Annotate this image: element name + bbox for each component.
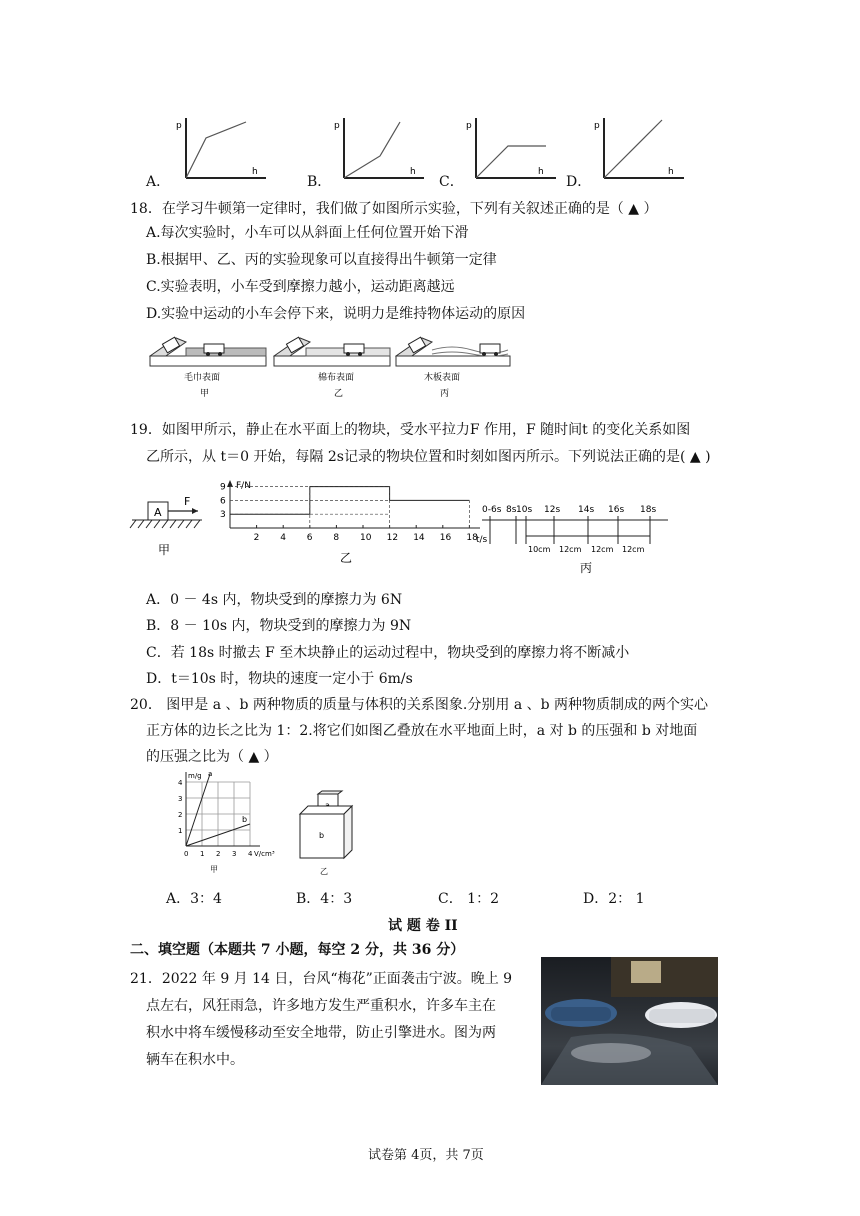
x-tick-label: 14 — [413, 533, 425, 543]
section-title: 试 题 卷 II — [388, 918, 458, 934]
svg-text:3: 3 — [178, 795, 183, 803]
svg-text:4: 4 — [178, 779, 183, 787]
svg-text:3: 3 — [232, 850, 237, 858]
ramp-wood-figure — [396, 337, 510, 399]
surface-label: 毛巾表面 — [184, 373, 221, 383]
figure-tag: 甲 — [210, 865, 218, 874]
ramp-towel-figure — [150, 337, 266, 399]
figure-tag: 甲 — [200, 389, 210, 399]
figure-tag: 乙 — [320, 867, 328, 876]
axis-h-label: h — [538, 167, 544, 177]
line-a — [186, 774, 210, 846]
time-label: 8s — [506, 505, 517, 515]
q21-line-2: 点左右，风狂雨急，许多地方发生严重积水，许多车主在 — [146, 998, 496, 1014]
q17-option-b-label: B． — [307, 174, 332, 190]
q21-line-1: 21．2022 年 9 月 14 日，台风“梅花”正面袭击宁波。晚上 9 — [130, 971, 513, 987]
q19-option-d: D．t＝10s 时，物块的速度一定小于 6m/s — [146, 671, 413, 687]
q20-stem-1: 20． 图甲是 a 、b 两种物质的质量与体积的关系图象.分别用 a 、b 两种物质制成的两个实心 — [130, 697, 709, 713]
y-tick-label: 6 — [220, 496, 226, 507]
figure-tag: 乙 — [340, 551, 353, 565]
y-tick-label: 9 — [220, 482, 226, 493]
q21-line-3: 积水中将车缓慢移动至安全地带，防止引擎进水。图为两 — [146, 1025, 496, 1041]
q19-fig-bing — [480, 498, 670, 578]
q17-option-c-label: C． — [439, 174, 464, 190]
q17-option-d-label: D． — [566, 174, 592, 190]
q19-option-c: C．若 18s 时撤去 F 至木块静止的运动过程中，物块受到的摩擦力将不断减小 — [146, 645, 630, 661]
q19-stem-2: 乙所示，从 t＝0 开始，每隔 2s记录的物块位置和时刻如图丙所示。下列说法正确的是( ▲ ) — [146, 449, 711, 465]
gap-label: 12cm — [559, 545, 582, 554]
flooded-cars-photo — [541, 957, 718, 1085]
svg-text:1: 1 — [200, 850, 205, 858]
axis-p-label: p — [594, 121, 600, 131]
q20-option-a: A．3：4 — [166, 891, 222, 907]
axis-h-label: h — [252, 167, 258, 177]
x-axis-label: t/s — [476, 535, 488, 545]
y-axis-label: m/g — [188, 772, 202, 780]
q19-fig-jia — [128, 490, 208, 562]
x-tick-label: 6 — [306, 533, 313, 543]
svg-text:2: 2 — [216, 850, 221, 858]
q20-stem-3: 的压强之比为（ ▲ ） — [146, 749, 278, 765]
x-tick-label: 4 — [280, 533, 286, 543]
q18-figures — [146, 330, 526, 402]
y-axis-label: F/N — [236, 481, 251, 491]
q17-option-a-label: A． — [146, 174, 171, 190]
ramp-cotton-figure — [274, 337, 390, 399]
block-label: A — [154, 506, 162, 519]
q19-stem-1: 19．如图甲所示，静止在水平面上的物块，受水平拉力F 作用，F 随时间t 的变化关系如图 — [130, 422, 691, 438]
page-footer: 试卷第 4页，共 7页 — [368, 1148, 484, 1163]
q18-option-a: A.每次实验时，小车可以从斜面上任何位置开始下滑 — [146, 225, 469, 241]
x-tick-label: 2 — [253, 533, 260, 543]
time-label: 18s — [640, 505, 657, 515]
q17-graph-c — [462, 112, 562, 184]
axis-h-label: h — [668, 167, 674, 177]
x-tick-label: 18 — [466, 533, 478, 543]
q19-fig-yi-chart — [210, 478, 490, 570]
axis-p-label: p — [466, 121, 472, 131]
x-axis-label: V/cm³ — [254, 850, 275, 858]
time-label: 14s — [578, 505, 595, 515]
line-b-label: b — [242, 815, 248, 824]
y-tick-label: 3 — [220, 510, 226, 521]
figure-tag: 甲 — [158, 543, 171, 557]
axis-h-label: h — [410, 167, 416, 177]
q19-option-a: A．0 － 4s 内，物块受到的摩擦力为 6N — [146, 592, 403, 608]
svg-text:1: 1 — [178, 827, 183, 835]
q19-option-b: B．8 － 10s 内，物块受到的摩擦力为 9N — [146, 618, 412, 634]
q18-stem: 18．在学习牛顿第一定律时，我们做了如图所示实验，下列有关叙述正确的是（ ▲ ） — [130, 201, 658, 217]
svg-text:4: 4 — [248, 850, 253, 858]
time-label: 0-6s — [482, 505, 502, 515]
q17-graph-d — [590, 112, 690, 184]
gap-label: 10cm — [528, 545, 551, 554]
time-label: 10s — [516, 505, 533, 515]
x-tick-label: 8 — [333, 533, 340, 543]
gap-label: 12cm — [591, 545, 614, 554]
force-label: F — [184, 495, 191, 508]
time-label: 12s — [544, 505, 561, 515]
svg-text:0: 0 — [184, 850, 189, 858]
figure-tag: 乙 — [334, 389, 344, 399]
q18-option-b: B.根据甲、乙、丙的实验现象可以直接得出牛顿第一定律 — [146, 252, 497, 268]
q18-option-c: C.实验表明，小车受到摩擦力越小，运动距离越远 — [146, 279, 455, 295]
axis-p-label: p — [176, 121, 182, 131]
q20-fig-yi-cubes — [296, 790, 360, 880]
section-heading: 二、填空题（本题共 7 小题，每空 2 分，共 36 分） — [130, 942, 465, 958]
q20-option-b: B．4：3 — [296, 891, 353, 907]
line-a-label: a — [208, 770, 213, 778]
surface-label: 木板表面 — [424, 373, 461, 383]
q17-graph-a — [170, 112, 270, 184]
x-tick-label: 16 — [439, 533, 452, 543]
x-tick-label: 12 — [386, 533, 399, 543]
figure-tag: 丙 — [440, 389, 450, 399]
q21-line-4: 辆车在积水中。 — [146, 1052, 244, 1068]
svg-text:2: 2 — [178, 811, 183, 819]
q20-stem-2: 正方体的边长之比为 1：2.将它们如图乙叠放在水平地面上时，a 对 b 的压强和 b 对地面 — [146, 723, 698, 739]
q20-option-d: D．2： 1 — [583, 891, 645, 907]
q20-fig-jia-graph — [166, 770, 275, 878]
axis-p-label: p — [334, 121, 340, 131]
q17-graph-b — [330, 112, 430, 184]
q18-option-d: D.实验中运动的小车会停下来，说明力是维持物体运动的原因 — [146, 306, 526, 322]
figure-tag: 丙 — [580, 561, 593, 575]
q17-options — [0, 0, 860, 190]
cube-b-label: b — [319, 831, 325, 840]
gap-label: 12cm — [622, 545, 645, 554]
time-label: 16s — [608, 505, 625, 515]
q20-option-c: C． 1：2 — [438, 891, 499, 907]
x-tick-label: 10 — [360, 533, 372, 543]
surface-label: 棉布表面 — [318, 373, 355, 383]
